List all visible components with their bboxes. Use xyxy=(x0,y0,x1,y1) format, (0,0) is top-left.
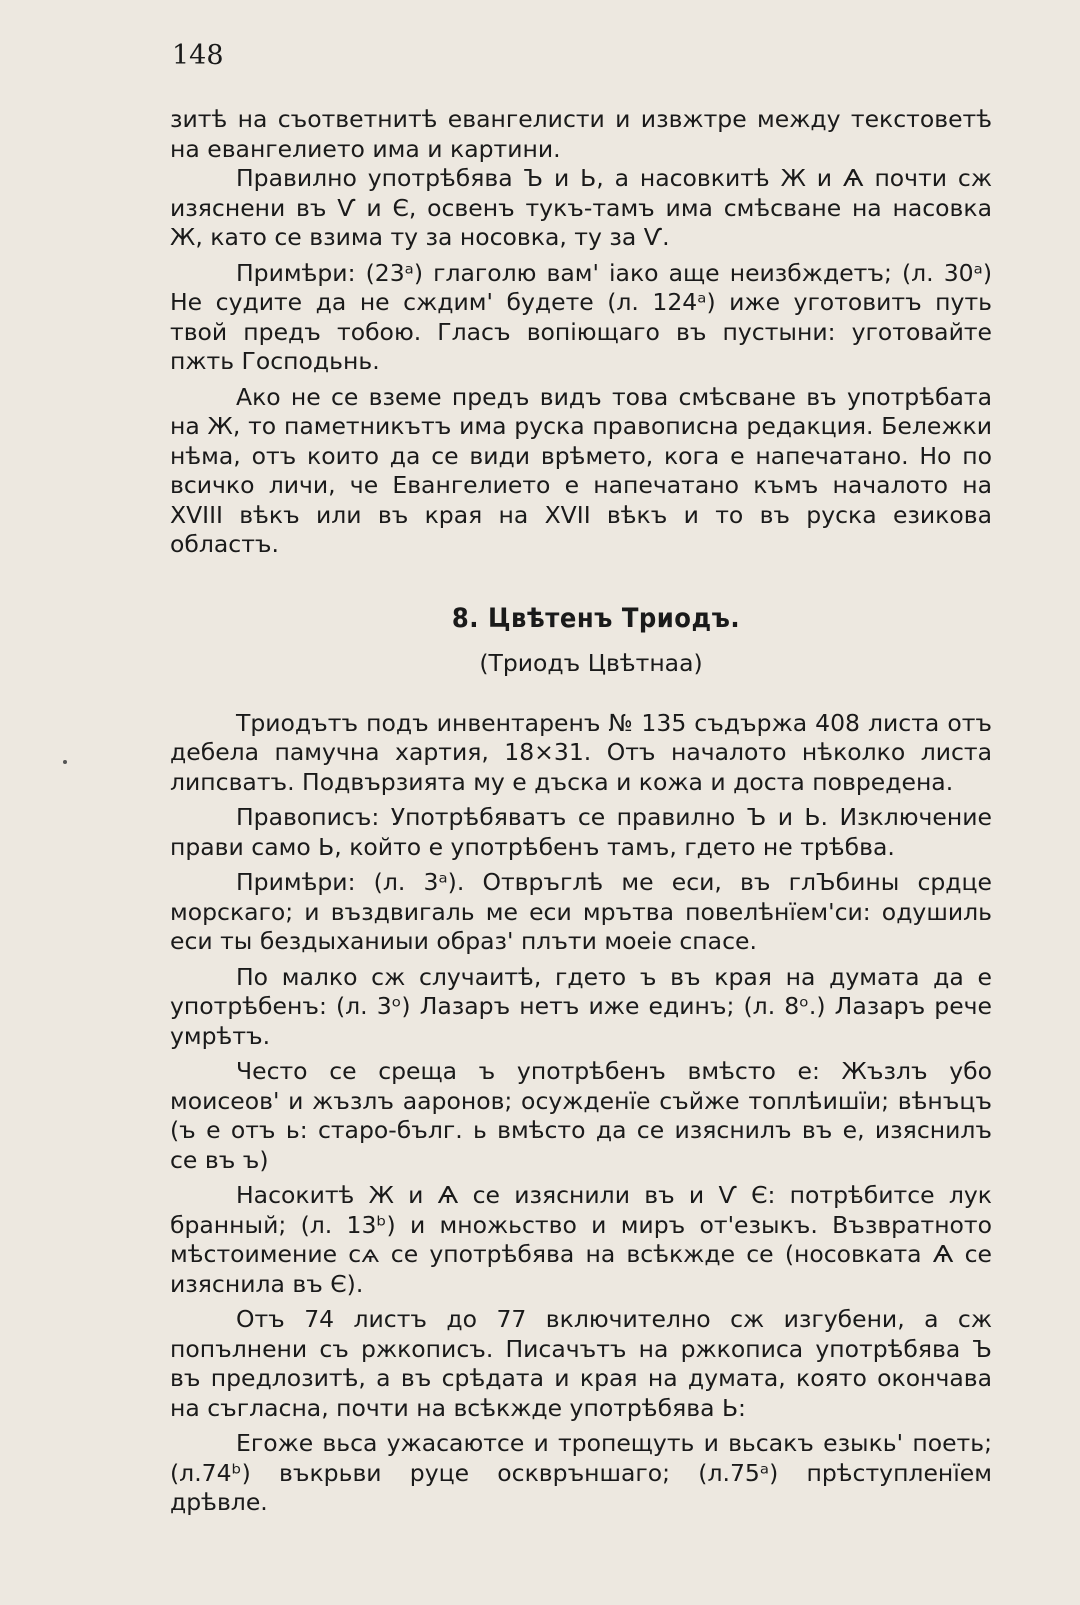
page-number: 148 xyxy=(172,40,224,71)
page-text xyxy=(170,105,992,1518)
paragraph: Ако не се вземе предъ видъ това смѣсване въ употрѣбата на Ж, то паметникътъ има руска правописна редакция. Бележки нѣма, отъ които да се види врѣмето, кога е напечатано. Но по всичко личи, че Евангелието е напечатано къмъ началото на XVIII вѣкъ или въ края на XVII вѣкъ и то въ руска езикова областъ. xyxy=(170,382,992,558)
paragraph: Отъ 74 листъ до 77 включително сж изгубени, а сж попълнени съ ржкописъ. Писачътъ на ржкописа употрѣбява Ъ въ предлозитѣ, а въ срѣдата и края на думата, която окончава на съгласна, почти на всѣкжде употрѣбява Ь: xyxy=(170,1305,992,1422)
section-heading: 8. Цвѣтенъ Триодъ. xyxy=(451,602,741,634)
paragraph: Примѣри: (л. 3ᵃ). Отвръглѣ ме еси, въ глЪбины срдце морскаго; и въздвигаль ме еси мрътва повелѣнїем'си: одушиль еси ты бездыханиыи образ' плъти моеіе спасе. xyxy=(170,868,992,955)
margin-speck xyxy=(63,760,67,764)
paragraph: Егоже вьса ужасаютсе и тропещуть и вьсакъ езыкь' поеть; (л.74ᵇ) въкрьви руце осквръншаго; (л.75ᵃ) прѣступленїем дрѣвле. xyxy=(170,1429,992,1516)
paragraph: Триодътъ подъ инвентаренъ № 135 съдържа 408 листа отъ дебела памучна хартия, 18×31. Отъ началото нѣколко листа липсватъ. Подвързията му е дъска и кожа и доста повредена. xyxy=(170,708,992,796)
paragraph: Правописъ: Употрѣбяватъ се правилно Ъ и Ь. Изключение прави само Ь, който е употрѣбенъ тамъ, гдето не трѣбва. xyxy=(170,803,992,861)
paragraph: Насокитѣ Ж и Ѧ се изяснили въ и Ѵ Є: потрѣбитсе лук бранный; (л. 13ᵇ) и множьство и миръ от'езыкъ. Възвратното мѣстоимение сѧ се употрѣбява на всѣкжде се (носовката Ѧ се изяснила въ Є). xyxy=(170,1181,992,1298)
paragraph: зитѣ на съответнитѣ евангелисти и извжтре между текстоветѣ на евангелието има и картини. xyxy=(170,105,992,163)
paragraph: Примѣри: (23ᵃ) глаголю вам' іако аще неизбждетъ; (л. 30ᵃ) Не судите да не сждим' будете (л. 124ᵃ) иже уготовитъ путь твой предъ тобою. Гласъ вопіющаго въ пустыни: уготовайте пжть Господьнь. xyxy=(170,258,992,375)
section-subheading: (Триодъ Цвѣтнаа) xyxy=(479,649,703,677)
paragraph: Правилно употрѣбява Ъ и Ь, а насовкитѣ Ж и Ѧ почти сж изяснени въ Ѵ и Є, освенъ тукъ-тамъ има смѣсване на насовка Ж, като се взима ту за носовка, ту за Ѵ. xyxy=(170,164,992,251)
paragraph: По малко сж случаитѣ, гдето ъ въ края на думата да е употрѣбенъ: (л. 3ᵒ) Лазаръ нетъ иже единъ; (л. 8ᵒ.) Лазаръ рече умрѣтъ. xyxy=(170,962,992,1050)
paragraph: Често се среща ъ употрѣбенъ вмѣсто е: Жъзлъ убо моисеов' и жъзлъ ааронов; осужденїе съйже топлѣишїи; вѣнъцъ (ъ е отъ ь: старо-бълг. ь вмѣсто да се изяснилъ въ е, изяснилъ се въ ъ) xyxy=(170,1057,992,1174)
